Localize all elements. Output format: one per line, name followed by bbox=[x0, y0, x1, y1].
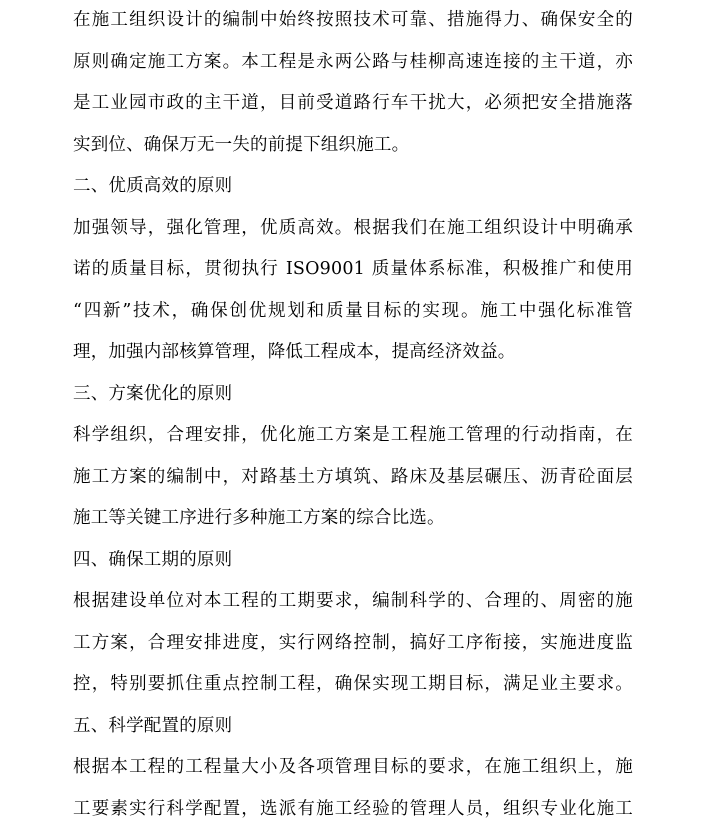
paragraph-line: 根据本工程的工程量大小及各项管理目标的要求，在施工组织上，施 bbox=[73, 757, 633, 777]
paragraph-line: 控，特别要抓住重点控制工程，确保实现工期目标，满足业主要求。 bbox=[73, 674, 633, 694]
paragraph-line: 诺的质量目标，贯彻执行 ISO9001 质量体系标准，积极推广和使用 bbox=[73, 259, 633, 279]
section-heading: 四、确保工期的原则 bbox=[73, 550, 233, 570]
paragraph-line: 加强领导，强化管理，优质高效。根据我们在施工组织设计中明确承 bbox=[73, 218, 633, 238]
paragraph-line: 根据建设单位对本工程的工期要求，编制科学的、合理的、周密的施 bbox=[73, 591, 633, 611]
section-heading: 三、方案优化的原则 bbox=[73, 384, 233, 404]
section-heading: 二、优质高效的原则 bbox=[73, 176, 233, 196]
paragraph-line: 是工业园市政的主干道，目前受道路行车干扰大，必须把安全措施落 bbox=[73, 93, 633, 113]
paragraph-line: 理，加强内部核算管理，降低工程成本，提高经济效益。 bbox=[73, 342, 516, 362]
section-heading: 五、科学配置的原则 bbox=[73, 716, 233, 736]
paragraph-line: 工要素实行科学配置，选派有施工经验的管理人员，组织专业化施工 bbox=[73, 799, 633, 819]
paragraph-line: 在施工组织设计的编制中始终按照技术可靠、措施得力、确保安全的 bbox=[73, 10, 633, 30]
paragraph-line: 科学组织，合理安排，优化施工方案是工程施工管理的行动指南，在 bbox=[73, 425, 633, 445]
paragraph-line: 施工等关键工序进行多种施工方案的综合比选。 bbox=[73, 508, 445, 528]
paragraph-line: 原则确定施工方案。本工程是永两公路与桂柳高速连接的主干道，亦 bbox=[73, 52, 633, 72]
paragraph-line: 工方案，合理安排进度，实行网络控制，搞好工序衔接，实施进度监 bbox=[73, 633, 633, 653]
paragraph-line: 实到位、确保万无一失的前提下组织施工。 bbox=[73, 135, 410, 155]
paragraph-line: 施工方案的编制中，对路基土方填筑、路床及基层碾压、沥青砼面层 bbox=[73, 467, 633, 487]
paragraph-line: “四新”技术，确保创优规划和质量目标的实现。施工中强化标准管 bbox=[73, 301, 633, 321]
